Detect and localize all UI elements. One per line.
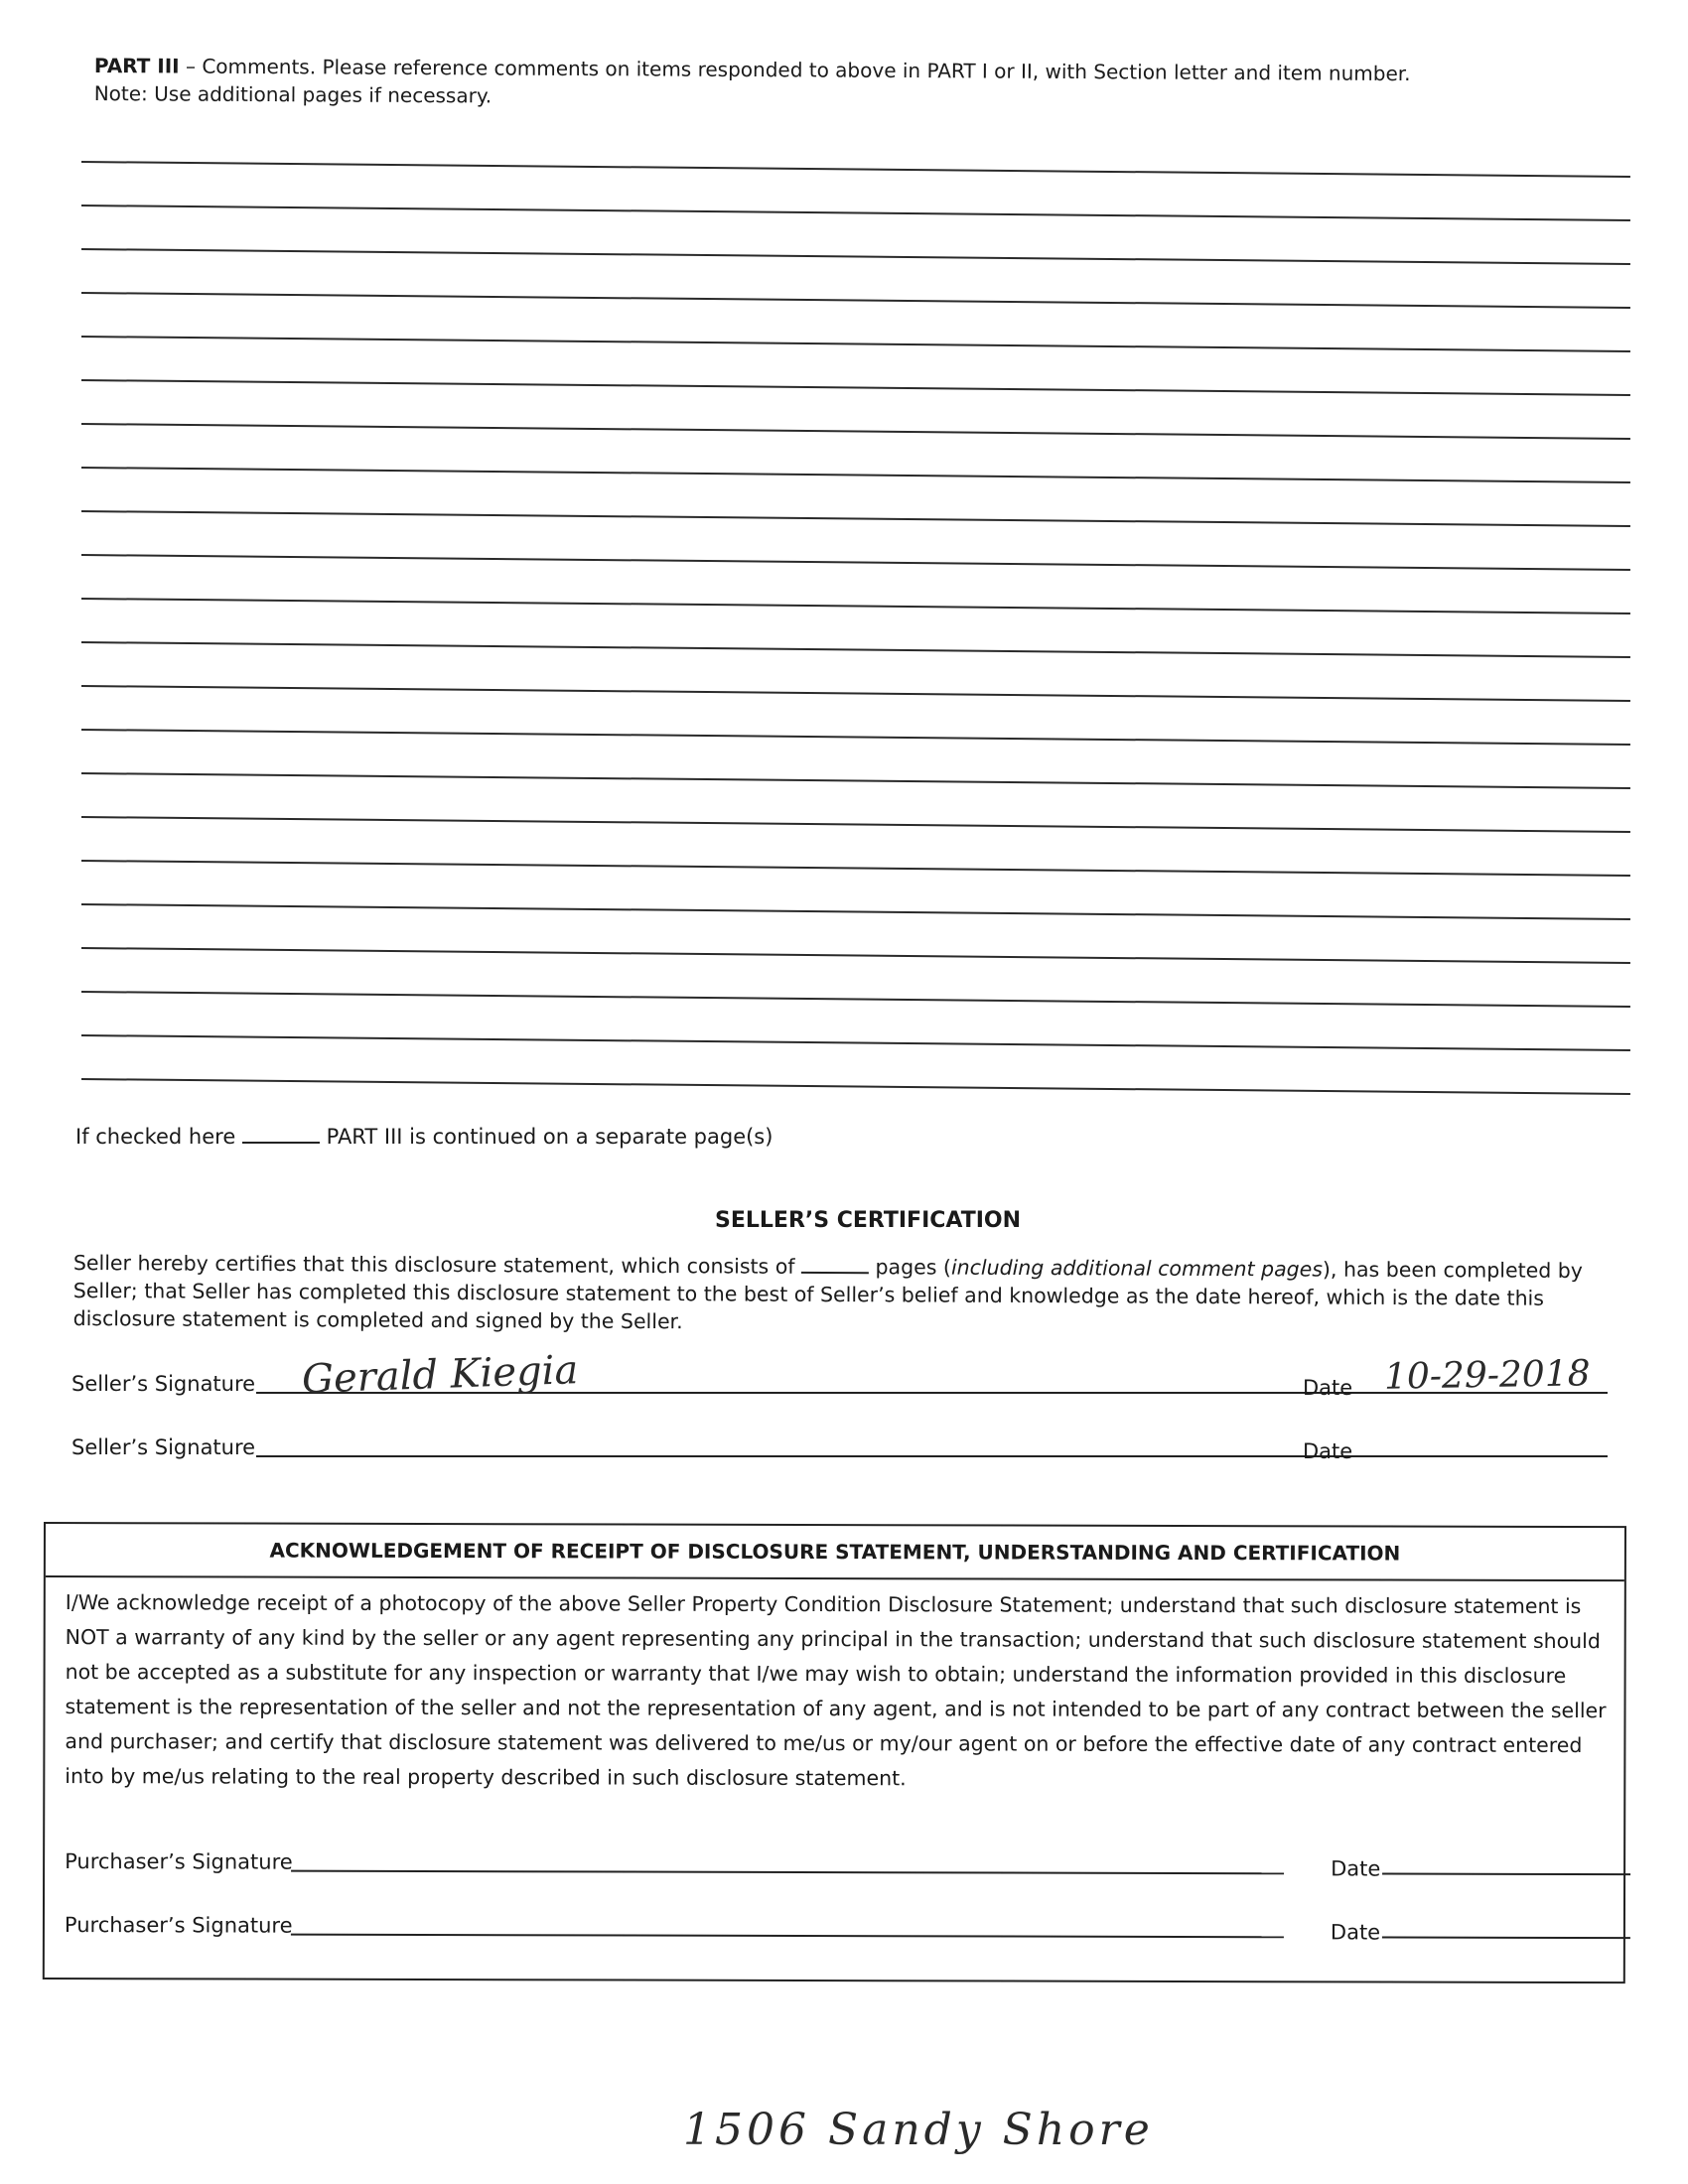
page-count-blank[interactable] bbox=[801, 1272, 869, 1274]
seller-certification-title: SELLER’S CERTIFICATION bbox=[715, 1208, 1022, 1233]
continued-suffix: PART III is continued on a separate page(s) bbox=[326, 1125, 774, 1149]
seller-date-label: Date bbox=[1303, 1439, 1353, 1463]
purchaser-date-label: Date bbox=[1330, 1920, 1381, 1945]
comment-line[interactable] bbox=[81, 292, 1630, 309]
comment-line[interactable] bbox=[81, 248, 1630, 265]
purchaser-date-label: Date bbox=[1331, 1856, 1381, 1881]
comment-line[interactable] bbox=[81, 641, 1630, 658]
comment-line[interactable] bbox=[81, 423, 1630, 440]
acknowledgement-title: ACKNOWLEDGEMENT OF RECEIPT OF DISCLOSURE STATEMENT, UNDERSTANDING AND CERTIFICATION bbox=[46, 1524, 1624, 1581]
seller-signature-label: Seller’s Signature bbox=[71, 1372, 256, 1396]
purchaser-signature-line[interactable] bbox=[291, 1934, 1284, 1939]
comment-line[interactable] bbox=[81, 860, 1630, 877]
seller-signature-line[interactable] bbox=[256, 1455, 1356, 1457]
continued-prefix: If checked here bbox=[75, 1125, 236, 1149]
part3-intro: – Comments. Please reference comments on items responded to above in PART I or II, with Section letter and item number. bbox=[179, 54, 1411, 86]
seller-signature-row-2 bbox=[71, 1424, 1620, 1463]
comment-line[interactable] bbox=[81, 685, 1630, 702]
comment-line[interactable] bbox=[81, 772, 1630, 789]
seller-signature-label: Seller’s Signature bbox=[71, 1435, 256, 1459]
continued-check-blank[interactable] bbox=[242, 1142, 320, 1144]
part3-continued-row bbox=[75, 1125, 773, 1149]
handwritten-address: 1506 Sandy Shore bbox=[683, 2105, 1154, 2155]
purchaser-signature-row-2 bbox=[65, 1901, 1614, 1945]
cert-text-italic: including additional comment pages bbox=[950, 1255, 1324, 1282]
seller-date-label: Date bbox=[1303, 1376, 1353, 1400]
comment-line[interactable] bbox=[81, 379, 1630, 396]
seller-date-handwritten: 10-29-2018 bbox=[1383, 1353, 1591, 1398]
part3-title: PART III bbox=[93, 53, 180, 78]
comment-line[interactable] bbox=[81, 903, 1630, 920]
comment-line[interactable] bbox=[81, 729, 1630, 746]
seller-date-line[interactable] bbox=[1354, 1455, 1608, 1457]
comment-line[interactable] bbox=[81, 1034, 1630, 1051]
purchaser-date-line[interactable] bbox=[1382, 1937, 1630, 1940]
comment-line[interactable] bbox=[81, 1078, 1630, 1095]
comment-line[interactable] bbox=[81, 467, 1630, 483]
cert-text-part: ), has been completed by Seller; that Seller has completed this disclosure statement to the best of Seller’s belief and knowledge as the date hereof, which is the date this disclosure statement is completed and signed by the Seller. bbox=[72, 1257, 1583, 1334]
part3-header bbox=[94, 52, 1584, 116]
comment-line[interactable] bbox=[81, 205, 1630, 221]
comment-line[interactable] bbox=[81, 991, 1630, 1008]
comment-line[interactable] bbox=[81, 336, 1630, 352]
seller-signature-handwritten: Gerald Kiegia bbox=[301, 1347, 580, 1403]
acknowledgement-box bbox=[43, 1522, 1626, 1983]
purchaser-signature-row-1 bbox=[65, 1838, 1614, 1881]
cert-text-part: Seller hereby certifies that this disclosure statement, which consists of bbox=[72, 1251, 795, 1279]
comment-line[interactable] bbox=[81, 598, 1630, 614]
comment-line[interactable] bbox=[81, 161, 1630, 178]
comment-line[interactable] bbox=[81, 947, 1630, 964]
comment-line[interactable] bbox=[81, 510, 1630, 527]
comment-lines[interactable] bbox=[81, 161, 1630, 1124]
acknowledgement-body: I/We acknowledge receipt of a photocopy of the above Seller Property Condition Disclosure Statement; understand that such disclosure statement is NOT a warranty of any kind by the seller or any agent representing any principal in the transaction; understand that such disclosure statement should not be accepted as a substitute for any inspection or warranty that I/we may wish to obtain; understand the information provided in this disclosure statement is the representation of the seller and not the representation of any agent, and is not intended to be part of any contract between the seller and purchaser; and certify that disclosure statement was delivered to me/us or my/our agent on or before the effective date of any contract entered into by me/us relating to the real property described in such disclosure statement. bbox=[65, 1590, 1607, 1791]
seller-certification-text bbox=[73, 1249, 1642, 1340]
purchaser-date-line[interactable] bbox=[1382, 1873, 1630, 1876]
comment-line[interactable] bbox=[81, 554, 1630, 571]
seller-signature-row-1 bbox=[71, 1347, 1620, 1403]
part3-note: Note: Use additional pages if necessary. bbox=[93, 80, 492, 108]
purchaser-signature-label: Purchaser’s Signature bbox=[64, 1913, 293, 1938]
comment-line[interactable] bbox=[81, 816, 1630, 833]
purchaser-signature-label: Purchaser’s Signature bbox=[65, 1849, 293, 1874]
cert-text-part: pages ( bbox=[868, 1255, 952, 1280]
purchaser-signature-line[interactable] bbox=[291, 1870, 1284, 1875]
